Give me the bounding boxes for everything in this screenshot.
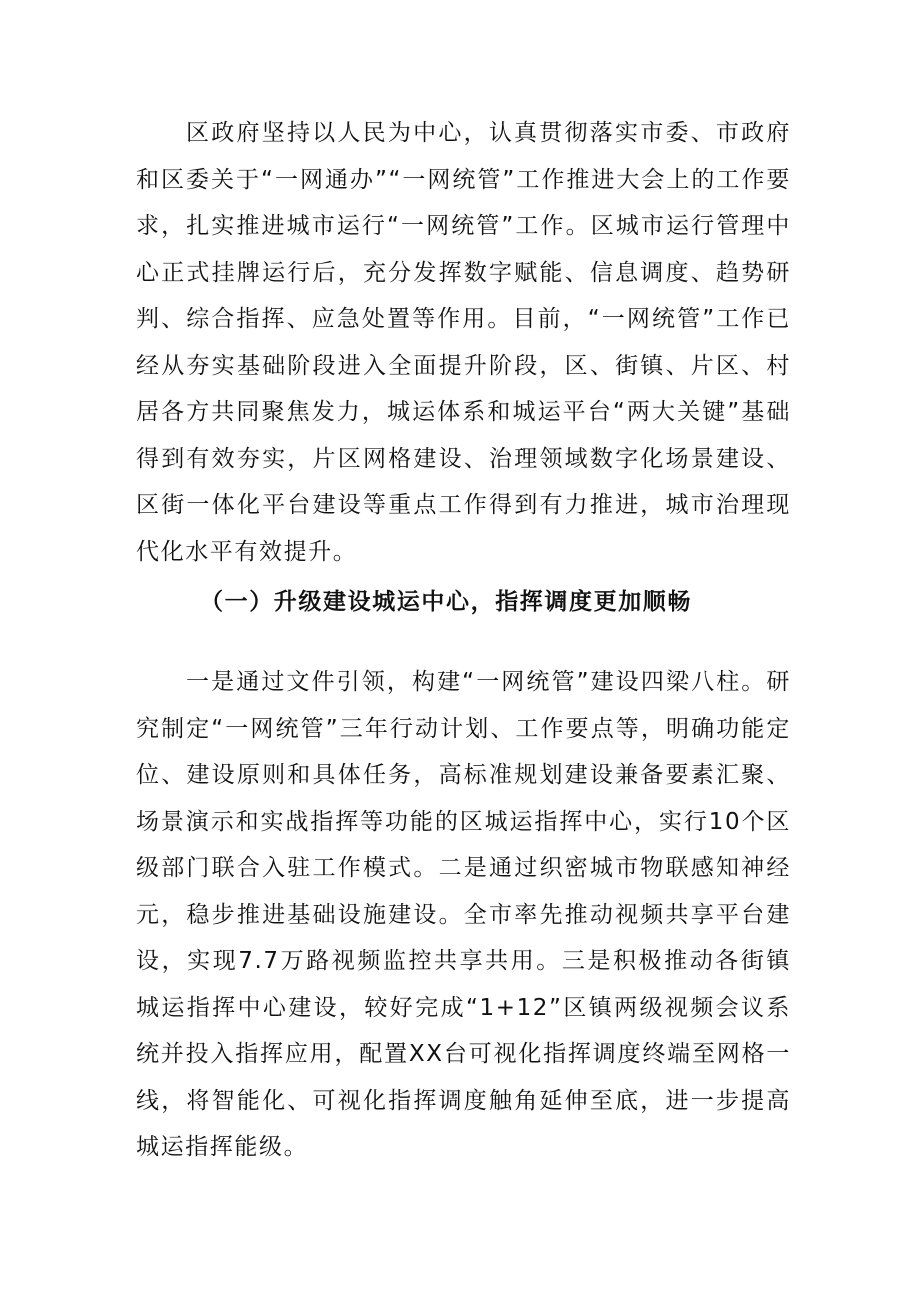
body-paragraph-intro: 区政府坚持以人民为中心，认真贯彻落实市委、市政府和区委关于“一网通办”“一网统管”工作推进大会上的工作要求，扎实推进城市运行“一网统管”工作。区城市运行管理中心正式挂牌运行后，充分发挥数字赋能、信息调度、趋势研判、综合指挥、应急处置等作用。目前，“一网统管”工作已经从夯实基础阶段进入全面提升阶段，区、街镇、片区、村居各方共同聚焦发力，城运体系和城运平台“两大关键”基础得到有效夯实，片区网格建设、治理领域数字化场景建设、区街一体化平台建设等重点工作得到有力推进，城市治理现代化水平有效提升。 [136,120,791,565]
body-paragraph-details: 一是通过文件引领，构建“一网统管”建设四梁八柱。研究制定“一网统管”三年行动计划、工作要点等，明确功能定位、建设原则和具体任务，高标准规划建设兼备要素汇聚、场景演示和实战指挥等功能的区城运指挥中心，实行10个区级部门联合入驻工作模式。二是通过织密城市物联感知神经元，稳步推进基础设施建设。全市率先推动视频共享平台建设，实现7.7万路视频监控共享共用。三是积极推动各街镇城运指挥中心建设，较好完成“1+12”区镇两级视频会议系统并投入指挥应用，配置XX台可视化指挥调度终端至网格一线，将智能化、可视化指挥调度触角延伸至底，进一步提高城运指挥能级。 [136,669,791,1160]
section-heading: （一）升级建设城运中心，指挥调度更加顺畅 [200,589,692,615]
